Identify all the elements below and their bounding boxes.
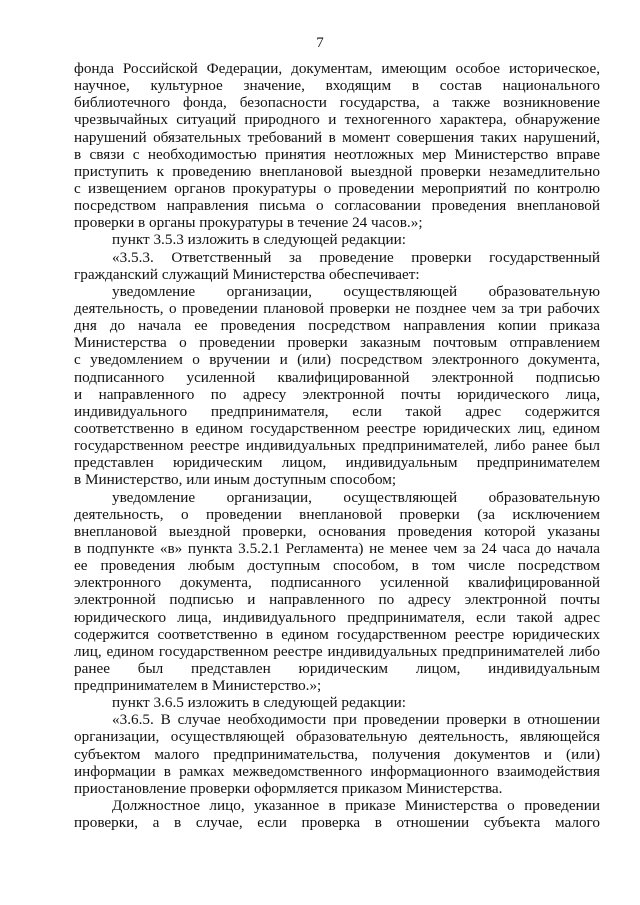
text-line: проверки в органы прокуратуры в течение 24 часов.»;	[74, 214, 423, 232]
text-line: «3.6.5. В случае необходимости при проведении проверки в отношении	[112, 711, 600, 729]
text-line: Должностное лицо, указанное в приказе Министерства о проведении	[112, 797, 600, 815]
text-line: государственном реестре индивидуальных предпринимателей, либо ранее был	[74, 437, 600, 455]
text-line: представлен юридическим лицом, индивидуальным предпринимателем	[74, 454, 600, 472]
text-line: научное, культурное значение, входящим в состав национального	[74, 77, 600, 95]
text-line: нарушений обязательных требований в момент совершения таких нарушений,	[74, 128, 600, 146]
text-line: приостановление проверки оформляется приказом Министерства.	[74, 779, 503, 797]
text-line: с уведомлением о вручении и (или) посредством электронного документа,	[74, 351, 600, 369]
text-line: деятельность, о проведении плановой проверки не позднее чем за три рабочих	[74, 299, 600, 317]
text-line: подписанного усиленной квалифицированной электронной подписью	[74, 368, 600, 386]
text-line: электронного документа, подписанного усиленной квалифицированной	[74, 574, 600, 592]
text-line: субъектом малого предпринимательства, получения документов и (или)	[74, 745, 600, 763]
text-line: уведомление организации, осуществляющей образовательную	[112, 488, 600, 506]
text-line: «3.5.3. Ответственный за проведение проверки государственный	[112, 248, 600, 266]
text-line: проверки, а в случае, если проверка в отношении субъекта малого	[74, 814, 600, 832]
text-line: библиотечного фонда, безопасности государства, а также возникновение	[74, 94, 600, 112]
text-line: предпринимателем в Министерство.»;	[74, 677, 322, 695]
text-line: пункт 3.6.5 изложить в следующей редакции:	[112, 694, 406, 712]
text-line: и направленного по адресу электронной почты юридического лица,	[74, 385, 600, 403]
text-line: фонда Российской Федерации, документам, имеющим особое историческое,	[74, 60, 600, 77]
text-line: индивидуального предпринимателя, если такой адрес содержится	[74, 402, 600, 420]
text-line: ее проведения любым доступным способом, в том числе посредством	[74, 557, 600, 575]
text-line: деятельность, о проведении внеплановой проверки (за исключением	[74, 505, 600, 523]
text-line: информации в рамках межведомственного информационного взаимодействия	[74, 762, 600, 780]
page-number: 7	[316, 35, 324, 51]
text-line: пункт 3.5.3 изложить в следующей редакции:	[112, 231, 406, 249]
text-line: в Министерство, или иным доступным способом;	[74, 471, 397, 489]
text-line: в подпункте «в» пункта 3.5.2.1 Регламента) не менее чем за 24 часа до начала	[74, 539, 600, 557]
text-line: с извещением органов прокуратуры о проведении мероприятий по контролю	[74, 179, 600, 197]
text-line: уведомление организации, осуществляющей образовательную	[112, 282, 600, 300]
text-line: лиц, едином государственном реестре индивидуальных предпринимателей либо	[74, 642, 600, 660]
text-line: приступить к проведению внеплановой выездной проверки незамедлительно	[74, 162, 600, 180]
document-body	[74, 60, 600, 831]
text-line: чрезвычайных ситуаций природного и техногенного характера, обнаружение	[74, 111, 600, 129]
text-line: организации, осуществляющей образовательную деятельность, являющейся	[74, 728, 600, 746]
text-line: соответственно в едином государственном реестре юридических лиц, едином	[74, 419, 600, 437]
text-line: внеплановой выездной проверки, основания проведения которой указаны	[74, 522, 600, 540]
text-line: посредством направления письма о согласовании проведения внеплановой	[74, 197, 600, 215]
text-line: Министерства о проведении проверки заказным почтовым отправлением	[74, 334, 600, 352]
text-line: юридического лица, индивидуального предпринимателя, если такой адрес	[74, 608, 600, 626]
text-line: дня до начала ее проведения посредством направления копии приказа	[74, 317, 600, 335]
text-line: гражданский служащий Министерства обеспечивает:	[74, 265, 420, 283]
text-line: электронной подписью и направленного по адресу электронной почты	[74, 591, 600, 609]
text-line: в связи с необходимостью принятия неотложных мер Министерство вправе	[74, 145, 600, 163]
text-line: содержится соответственно в едином государственном реестре юридических	[74, 625, 600, 643]
text-line: ранее был представлен юридическим лицом, индивидуальным	[74, 659, 600, 677]
